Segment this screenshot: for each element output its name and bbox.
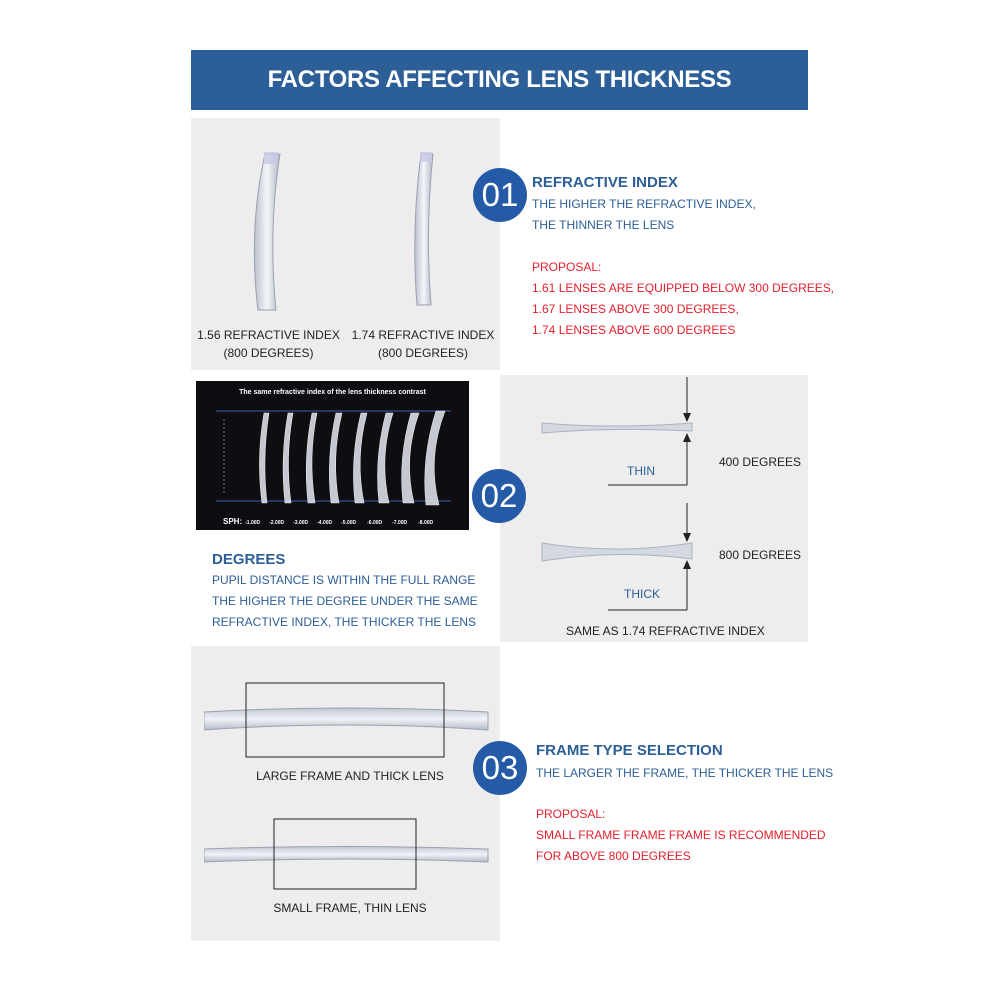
sph-value: -2.00D xyxy=(269,520,285,526)
sph-value: -7.00D xyxy=(392,520,408,526)
sph-value: -5.00D xyxy=(341,520,357,526)
lens-profile-1-74 xyxy=(405,150,445,310)
section3-description: THE LARGER THE FRAME, THE THICKER THE LENS xyxy=(536,766,834,780)
proposal-line: FOR ABOVE 800 DEGREES xyxy=(536,849,691,863)
section-number-badge-03 xyxy=(473,741,527,795)
section-number-badge-01 xyxy=(473,168,527,222)
badge-number: 03 xyxy=(481,749,519,786)
description-line: THE THINNER THE LENS xyxy=(532,218,675,232)
lens-label-line: 1.74 REFRACTIVE INDEX xyxy=(351,328,495,342)
lens-profile-1-56 xyxy=(240,150,290,315)
proposal-label: PROPOSAL: xyxy=(532,260,602,274)
description-line: THE HIGHER THE DEGREE UNDER THE SAME xyxy=(212,594,478,608)
section1-description xyxy=(532,194,756,236)
badge-number: 01 xyxy=(481,176,519,213)
sph-label: SPH: xyxy=(223,517,243,526)
description-line: PUPIL DISTANCE IS WITHIN THE FULL RANGE xyxy=(212,573,476,587)
lens-label-line: 1.56 REFRACTIVE INDEX xyxy=(197,328,340,342)
section2-caption: SAME AS 1.74 REFRACTIVE INDEX xyxy=(566,624,765,638)
badge-number: 02 xyxy=(480,477,518,514)
thin-label: THIN xyxy=(627,464,655,478)
small-frame-caption: SMALL FRAME, THIN LENS xyxy=(273,901,427,915)
proposal-line: 1.67 LENSES ABOVE 300 DEGREES, xyxy=(532,302,739,316)
description-line: THE HIGHER THE REFRACTIVE INDEX, xyxy=(532,197,756,211)
proposal-label: PROPOSAL: xyxy=(536,807,606,821)
sph-value: -3.00D xyxy=(293,520,309,526)
thin-thick-diagram xyxy=(530,375,710,615)
photo-title: The same refractive index of the lens thickness contrast xyxy=(239,389,426,396)
page-header xyxy=(191,50,808,110)
thick-label: THICK xyxy=(624,587,660,601)
description-line: REFRACTIVE INDEX, THE THICKER THE LENS xyxy=(212,615,477,629)
section2-heading: DEGREES xyxy=(212,551,286,568)
lens-label-1-56 xyxy=(191,325,346,364)
sph-value: -6.00D xyxy=(367,520,383,526)
lens-thickness-photo xyxy=(196,381,469,530)
section1-heading: REFRACTIVE INDEX xyxy=(532,174,678,191)
lens-cross-sections xyxy=(196,403,469,515)
section3-heading: FRAME TYPE SELECTION xyxy=(536,742,723,759)
section3-proposal xyxy=(536,804,826,867)
proposal-line: 1.61 LENSES ARE EQUIPPED BELOW 300 DEGREES, xyxy=(532,281,835,295)
lens-label-line: (800 DEGREES) xyxy=(223,346,314,360)
proposal-line: SMALL FRAME FRAME FRAME IS RECOMMENDED xyxy=(536,828,826,842)
thin-degrees-label: 400 DEGREES xyxy=(719,455,802,469)
lens-label-1-74 xyxy=(348,325,498,364)
large-frame-lens xyxy=(204,680,489,760)
sph-row xyxy=(223,517,463,526)
section1-proposal xyxy=(532,257,834,341)
proposal-line: 1.74 LENSES ABOVE 600 DEGREES xyxy=(532,323,736,337)
sph-value: -4.00D xyxy=(317,520,333,526)
thick-degrees-label: 800 DEGREES xyxy=(719,548,802,562)
sph-value: -8.00D xyxy=(418,520,434,526)
lens-label-line: (800 DEGREES) xyxy=(377,346,469,360)
small-frame-lens xyxy=(204,817,489,891)
section-number-badge-02 xyxy=(472,469,526,523)
section2-description xyxy=(212,570,478,633)
large-frame-caption: LARGE FRAME AND THICK LENS xyxy=(256,769,444,783)
page-title: FACTORS AFFECTING LENS THICKNESS xyxy=(267,66,732,93)
sph-value: -1.00D xyxy=(245,520,261,526)
